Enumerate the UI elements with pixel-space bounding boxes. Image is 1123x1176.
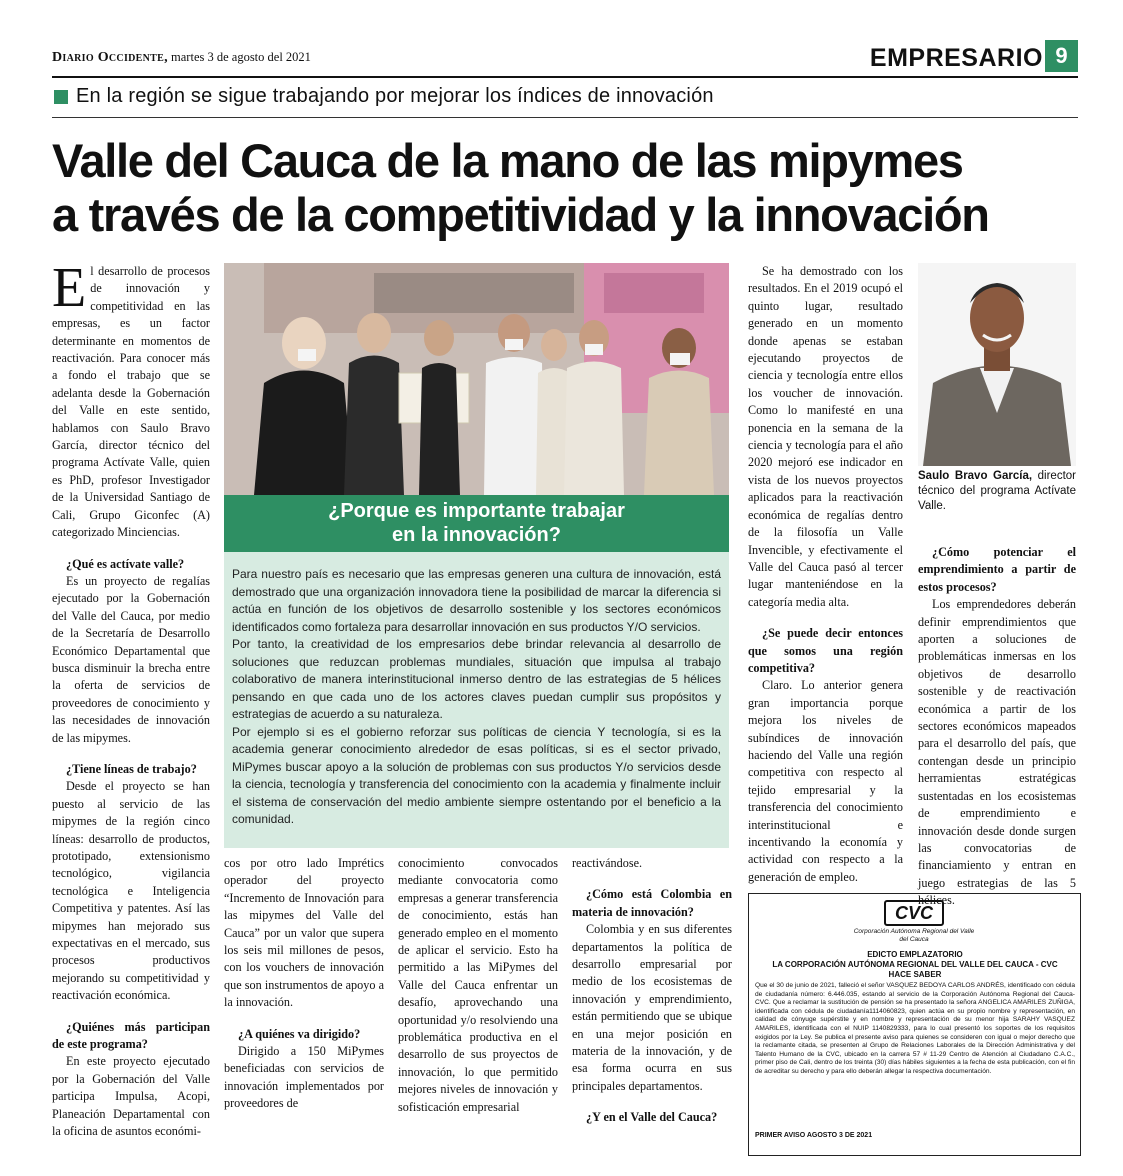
box-heading xyxy=(224,495,729,552)
group-photo xyxy=(224,263,729,495)
notice-title xyxy=(755,950,1075,980)
answer-1: Es un proyecto de regalías ejecutado por la Gobernación del Valle del Cauca, por medio de la Secretaría de Desarrollo Económico Departamental que busca disminuir la brecha entre la oferta de servicios de proveedores de conocimiento y las necesidades de innovación de las mipymes. xyxy=(52,573,210,745)
cvc-logo: CVC xyxy=(884,900,944,926)
notice-footer: PRIMER AVISO AGOSTO 3 DE 2021 xyxy=(755,1132,873,1139)
headline-line-1: Valle del Cauca de la mano de las mipymes xyxy=(52,134,963,187)
headline xyxy=(52,134,1082,242)
kicker: En la región se sigue trabajando por mejorar los índices de innovación xyxy=(76,85,714,107)
notice-title-3: HACE SABER xyxy=(888,970,942,979)
question-5: ¿Cómo está Colombia en materia de innovación? xyxy=(572,887,732,919)
cvc-logo-subtitle: Corporación Autónoma Regional del Valle del Cauca xyxy=(853,928,975,943)
intro-paragraph xyxy=(52,257,210,542)
box-heading-line-2: en la innovación? xyxy=(392,524,561,546)
kicker-rule xyxy=(52,117,1078,118)
caption-role: director técnico del programa Actívate Valle. xyxy=(918,470,1076,512)
answer-3-continued: cos por otro lado Imprétics operador del proyecto “Incremento de Innovación para las mipymes del Valle del Cauca” por un valor que supera los seis mil millones de pesos, con los vouchers de innovación que son instrumentos de apoyo a la innovación. xyxy=(224,856,384,1010)
question-4: ¿A quiénes va dirigido? xyxy=(238,1026,361,1041)
notice-title-2: LA CORPORACIÓN AUTÓNOMA REGIONAL DEL VALLE DEL CAUCA - CVC xyxy=(772,960,1058,969)
answer-7: Claro. Lo anterior genera gran importancia porque mejora los niveles de subíndices de innovación haciendo del Valle una región competitiva con respecto al tejido empresarial y la transferencia del conocimiento interinstitucional e incentivando la economía y actividad con respecto a la generación de empleo. xyxy=(748,678,903,884)
answer-2: Desde el proyecto se han puesto al servicio de las mipymes de la región cinco líneas: desarrollo de productos, prototipado, extensionismo tecnológico, vigilancia tecnológica e Inteligencia Competitiva y patentes. Así las mipymes han mejorado sus expectativas en el mercado, sus procesos productivos mejorando su competitividad y reactivación económica. xyxy=(52,779,210,1003)
answer-6: Se ha demostrado con los resultados. En el 2019 ocupó el quinto lugar, resultado generado en un momento donde apenas se estaban ejecutando proyectos de ciencia y tecnología entre ellos los voucher de innovación. Como lo manifesté en una ponencia en la semana de la ciencia y tecnología para el año 2020 mejoró ese indicador en vista de los nuevos proyectos aplicados para la reactivación económica de regalías dentro de la filosofía un Valle Invencible, y efectivamente el Valle del Cauca pasó al tercer lugar manteniéndose en la categoría media alta. xyxy=(748,264,903,609)
headline-line-2: a través de la competitividad y la innovación xyxy=(52,188,989,241)
notice-title-1: EDICTO EMPLAZATORIO xyxy=(867,950,963,959)
question-2: ¿Tiene líneas de trabajo? xyxy=(66,761,197,776)
notice-text: Que el 30 de junio de 2021, falleció el señor VASQUEZ BEDOYA CARLOS ANDRÉS, identificado con cédula de ciudadanía número: 6.446.035, estando al servicio de la Corporación Autónoma Regional del Cauca- CVC. Que a reclamar la sustitución de pensión se ha presentado la señora ANGELICA AMARILES ZUÑIGA, identificada con cédula de ciudadanía1114060823, quien actúa en su propio nombre y representación, en calidad de cónyuge supérstite y en nombre y representación de su menor hija SARAHY VASQUEZ AMARILES, identificada con el NUIP 1140829333, para lo cual presentó los soportes de los requisitos exigidos por la Ley. Se publica el presente aviso para quienes se consideren con igual o mejor derecho que la reclamante citada, se presenten al Grupo de Relaciones Laborales de la Dirección Administrativa y del Talento Humano de la CVC, ubicado en la carrera 57 # 11-29 Centro de Atención al Ciudadano C.A.C., primer piso de Cali, dentro de los treinta (30) días hábiles siguientes a la fecha de esta publicación, con el fin de acreditar su derecho y para ello deberán allegar la respectiva documentación. xyxy=(755,982,1075,1075)
column-5 xyxy=(918,530,1076,910)
section-title: EMPRESARIO xyxy=(869,44,1043,72)
intro-text: l desarrollo de procesos de innovación y competitividad en las empresas, es un factor determinante en momentos de reactivación. Para conocer más a fondo el trabajo que se adelanta desde la Gobernación del Valle en este sentido, hablamos con Saulo Bravo García, director técnico del programa Actívate Valle, quien es PhD, profesor Investigador de la Universidad Santiago de Cali, Grupo Giconfec (A) categorizado Minciencias. xyxy=(52,264,210,540)
box-body xyxy=(224,552,729,848)
portrait-caption xyxy=(918,469,1076,514)
answer-4-end: reactivándose. xyxy=(572,856,643,870)
newspaper-name: Diario Occidente, xyxy=(52,50,168,65)
question-6: ¿Y en el Valle del Cauca? xyxy=(586,1110,718,1125)
question-7: ¿Se puede decir entonces que somos una región competitiva? xyxy=(748,626,903,675)
legal-notice xyxy=(748,893,1081,1156)
box-heading-line-1: ¿Porque es importante trabajar xyxy=(328,500,625,522)
masthead xyxy=(52,50,311,66)
question-1: ¿Qué es actívate valle? xyxy=(66,556,185,571)
portrait-photo xyxy=(918,263,1076,466)
answer-4: Dirigido a 150 MiPymes beneficiadas con servicios de innovación implementados por proveedores de xyxy=(224,1044,384,1111)
answer-3: En este proyecto ejecutado por la Gobernación del Valle participa Impulsa, Acopi, Planeación Departamental con la oficina de asuntos económi- xyxy=(52,1054,210,1139)
column-4-lower xyxy=(572,855,732,1127)
box-paragraph-1: Para nuestro país es necesario que las empresas generen una cultura de innovación, está demostrado que una organización innovadora tiene la posibilidad de marcar la diferencia si actúa en función de los objetivos de desarrollo sostenible y los sectores económicos identificados como fortaleza para desarrollar innovación en sus productos Y/O servicios. xyxy=(232,567,721,634)
header-rule xyxy=(52,76,1078,78)
column-3-lower xyxy=(398,855,558,1116)
box-paragraph-2: Por tanto, la creatividad de los empresarios debe brindar relevancia al desarrollo de soluciones que reduzcan problemas mundiales, situación que impulsa al trabajo colaborativo de manera interinstitucional inmerso dentro de las estrategias de 5 hélices pensando en que cada uno de los actores claves puedan cumplir sus propósitos y estrategias de acuerdo a su naturaleza. xyxy=(232,637,721,721)
question-3: ¿Quiénes más participan de este programa? xyxy=(52,1019,210,1052)
answer-5: Colombia y en sus diferentes departamentos la política de desarrollo empresarial por medio de los ecosistemas de innovación y emprendimiento, están permitiendo que se ubique en una mejor posición en materia de la innovación, y de esa forma ocurra en sus principales departamentos. xyxy=(572,922,732,1093)
column-2-lower xyxy=(224,855,384,1113)
dropcap: E xyxy=(52,257,87,319)
answer-8: Los emprendedores deberán definir emprendimientos que aporten a soluciones de problemáticas inmersas en los objetivos de desarrollo sostenible y de reactivación económica a partir de los sectores económicos mapeados para el desarrollo del país, que contengan desde un principio herramientas estratégicas sustentadas en los ecosistemas de emprendimiento e innovación desde donde surgen las convocatorias de financiamiento y entran en juego estrategias de las 5 hélices. xyxy=(918,597,1076,908)
column-1 xyxy=(52,257,210,1141)
kicker-square-icon xyxy=(54,90,68,104)
page-number: 9 xyxy=(1045,40,1078,72)
box-paragraph-3: Por ejemplo si es el gobierno reforzar sus políticas de ciencia Y tecnología, si es la academia generar conocimiento alrededor de esas políticas, si es el sector privado, MiPymes buscar apoyo a la solución de problemas con sus productos Y/o servicios desde la ciencia, tecnología y transferencia del conocimiento con la academia y finalmente incluir el sistema de conservación del medio ambiente siempre ostentando por el beneficio a la comunidad. xyxy=(232,724,721,826)
column-4 xyxy=(748,263,903,886)
caption-name: Saulo Bravo García, xyxy=(918,470,1033,482)
issue-date: martes 3 de agosto del 2021 xyxy=(171,50,311,64)
question-8: ¿Cómo potenciar el emprendimiento a partir de estos procesos? xyxy=(918,545,1076,594)
answer-4-continued: conocimiento convocados mediante convocatoria como empresas a generar transferencia de conocimiento, estás han generado empleo en el momento de aplicar el servicio. Esto ha permitido a las MiPymes del Valle del Cauca enfrentar un desafío, aprovechando una oportunidad y/o resolviendo una problemática productiva en el desarrollo de sus proyectos de innovación, lo que permitido mejores niveles de innovación y sofisticación empresarial xyxy=(398,856,558,1114)
